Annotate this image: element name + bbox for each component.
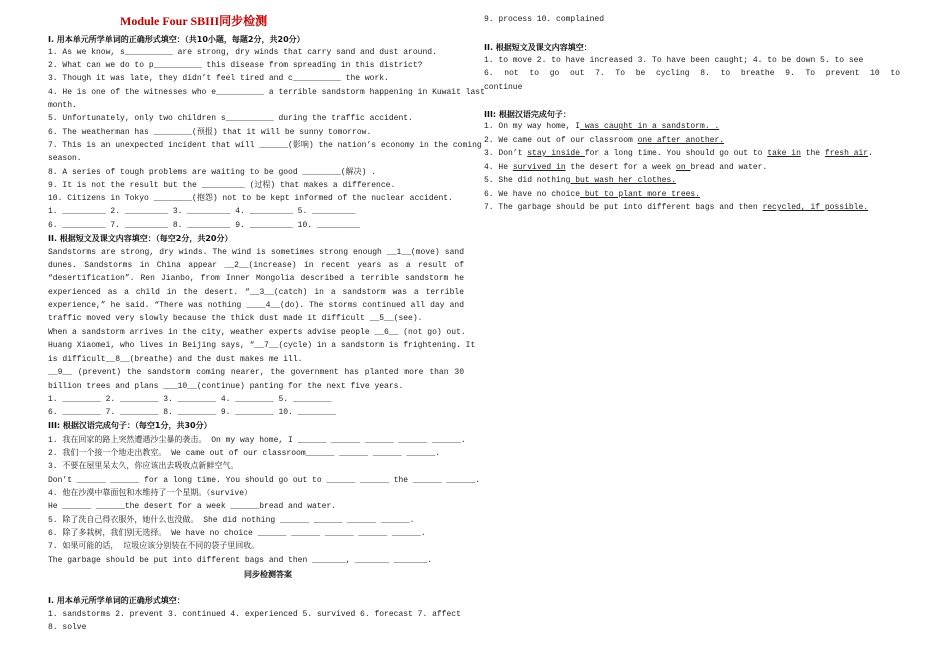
text-line: When a sandstorm arrives in the city, weather experts advise people __6__ (not go) out.: [48, 328, 466, 337]
text-line: 6. 除了多栽树，我们别无选择。 We have no choice ______ ______ ______ ______ ______.: [48, 529, 426, 538]
text-line: experienced as a child in the desert. “__3__(catch) in a sandstorm was a terrible: [48, 288, 464, 297]
section-heading: 同步检测答案: [244, 570, 292, 579]
section-heading: III: 根据汉语完成句子：（每空1分，共30分）: [48, 421, 212, 430]
text-line: The garbage should be put into different bags and then _______, _______ _______.: [48, 556, 433, 565]
text-line: 7. The garbage should be put into different bags and then recycled, if possible.: [484, 203, 869, 212]
text-line: 2. 我们一个接一个地走出教室。 We came out of our classroom______ ______ ______ ______.: [48, 449, 441, 458]
text-line: Don’t ______ ______ for a long time. You should go out to ______ ______ the ______ ______.: [48, 476, 481, 485]
section-heading: II. 根据短文及课文内容填空：: [484, 43, 592, 52]
text-line: 1. On my way home, I was caught in a sandstorm. .: [484, 122, 720, 131]
text-line: 4. 他在沙漠中靠面包和水维持了一个星期。（survive）: [48, 489, 253, 498]
text-line: 7. 如果可能的话， 垃圾应该分别装在不同的袋子里回收。: [48, 542, 260, 551]
section-heading: I. 用本单元所学单词的正确形式填空：（共10小题，每题2分，共20分）: [48, 35, 305, 44]
text-line: 6. The weatherman has ________(预报) that it will be sunny tomorrow.: [48, 128, 372, 137]
text-line: 4. He is one of the witnesses who e__________ a terrible sandstorm happening in Kuwait last: [48, 88, 485, 97]
text-line: __9__ (prevent) the sandstorm coming nearer, the government has planted more than 30: [48, 368, 464, 377]
text-line: 3. 不要在屋里呆太久，你应该出去吸收点新鲜空气。: [48, 462, 239, 471]
text-line: Huang Xiaomei, who lives in Beijing says, “__7__(cycle) in a sandstorm is frightening. It: [48, 341, 476, 350]
text-line: 6. _________ 7. _________ 8. _________ 9. _________ 10. _________: [48, 221, 361, 230]
text-line: 6. We have no choice but to plant more trees.: [484, 190, 701, 199]
text-line: 1. As we know, s__________ are strong, dry winds that carry sand and dust around.: [48, 48, 437, 57]
text-line: 5. She did nothing but wash her clothes.: [484, 176, 677, 185]
text-line: 6. not to go out 7. To be cycling 8. to breathe 9. To prevent 10 to: [484, 69, 900, 78]
text-line: Sandstorms are strong, dry winds. The wind is sometimes strong enough __1__(move) sand: [48, 248, 464, 257]
text-line: 1. ________ 2. ________ 3. ________ 4. ________ 5. ________: [48, 395, 332, 404]
text-line: month.: [48, 101, 77, 110]
text-line: 5. Unfortunately, only two children s__________ during the traffic accident.: [48, 114, 413, 123]
page-title: Module Four SBIII同步检测: [120, 14, 268, 28]
text-line: He ______ ______the desert for a week ______bread and water.: [48, 502, 337, 511]
text-line: 1. 我在回家的路上突然遭遇沙尘暴的袭击。 On my way home, I ______ ______ ______ ______ ______.: [48, 436, 466, 445]
text-line: season.: [48, 154, 82, 163]
text-line: 4. He survived in the desert for a week on bread and water.: [484, 163, 768, 172]
section-heading: II. 根据短文及课文内容填空：（每空2分，共20分）: [48, 234, 233, 243]
text-line: 2. We came out of our classroom one after another.: [484, 136, 725, 145]
text-line: experience,” he said. “There was nothing ____4__(do). The storms continued all day and: [48, 301, 464, 310]
text-line: 1. sandstorms 2. prevent 3. continued 4. experienced 5. survived 6. forecast 7. affect: [48, 610, 461, 619]
text-line: “desertification”. Ren Jianbo, from Inner Mongolia described a terrible sandstorm he: [48, 274, 464, 283]
text-line: 6. ________ 7. ________ 8. ________ 9. ________ 10. ________: [48, 408, 337, 417]
text-line: 9. process 10. complained: [484, 15, 605, 24]
text-line: billion trees and plans ___10__(continue) panting for the next five years.: [48, 382, 404, 391]
text-line: 1. to move 2. to have increased 3. To have been caught; 4. to be down 5. to see: [484, 56, 864, 65]
section-heading: I. 用本单元所学单词的正确形式填空：: [48, 596, 185, 605]
text-line: 3. Don’t stay inside for a long time. You should go out to take in the fresh air.: [484, 149, 873, 158]
text-line: traffic moved very slowly because the thick dust made it difficult __5__(see).: [48, 314, 423, 323]
text-line: dunes. Sandstorms in China appear __2__(increase) in recent years as a result of: [48, 261, 464, 270]
text-line: is difficult__8__(breathe) and the dust makes me ill.: [48, 355, 303, 364]
text-line: 8. solve: [48, 623, 87, 632]
text-line: 10. Citizens in Tokyo ________(抱怨) not to be kept informed of the nuclear accident.: [48, 194, 453, 203]
text-line: 8. A series of tough problems are waiting to be good ________(解决) .: [48, 168, 377, 177]
text-line: 3. Though it was late, they didn’t feel tired and c__________ the work.: [48, 74, 389, 83]
text-line: 2. What can we do to p__________ this disease from spreading in this district?: [48, 61, 423, 70]
text-line: continue: [484, 83, 523, 92]
section-heading: III: 根据汉语完成句子：: [484, 110, 571, 119]
text-line: 9. It is not the result but the _________ (过程) that makes a difference.: [48, 181, 396, 190]
text-line: 5. 除了洗自己得衣服外，她什么也没做。 She did nothing ______ ______ ______ ______.: [48, 516, 415, 525]
text-line: 1. _________ 2. _________ 3. _________ 4. _________ 5. _________: [48, 207, 356, 216]
text-line: 7. This is an unexpected incident that will ______(影响) the nation’s economy in the coming: [48, 141, 482, 150]
